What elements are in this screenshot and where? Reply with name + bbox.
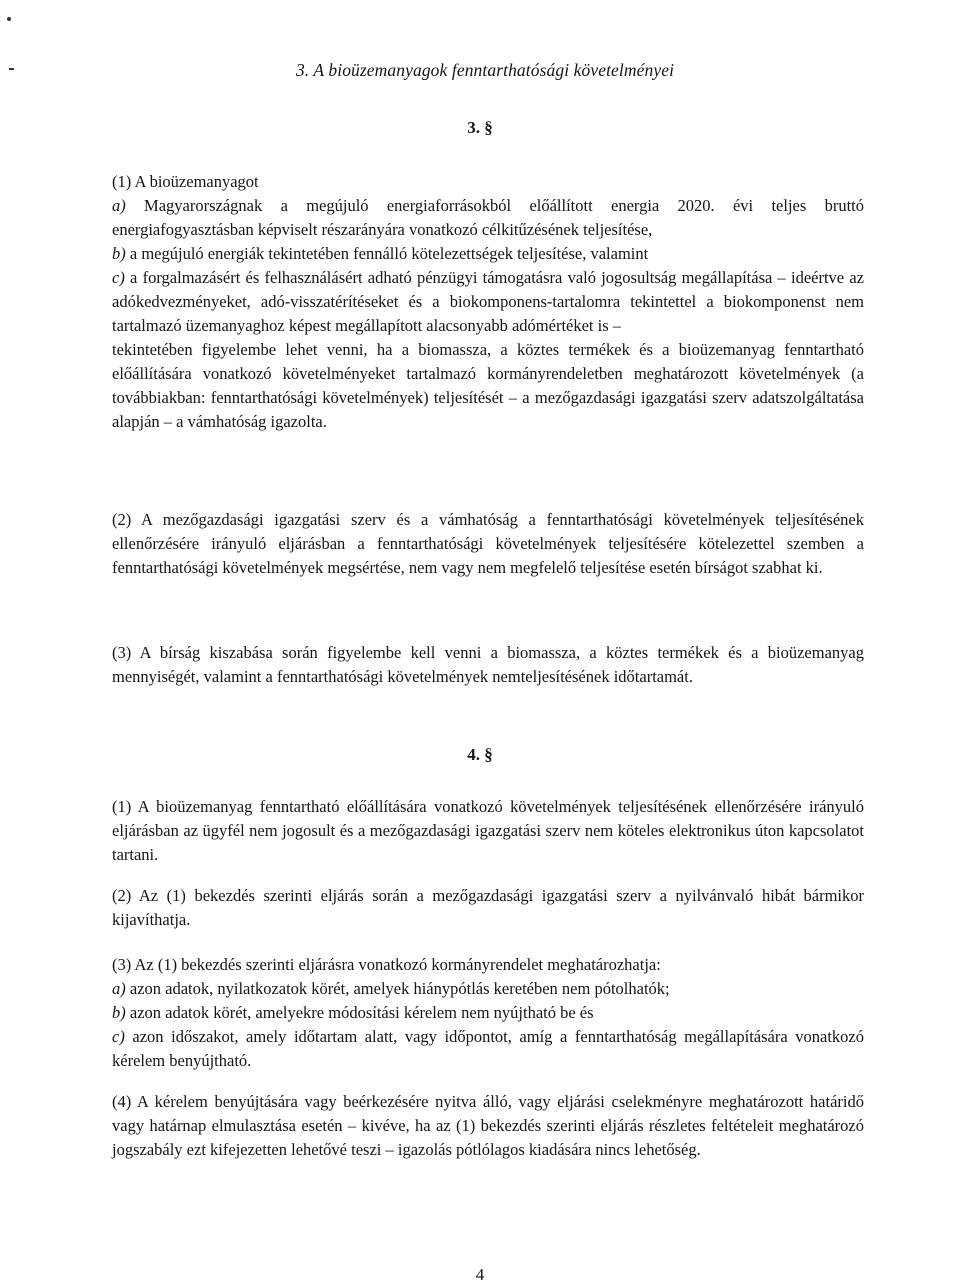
list-label: a): [112, 979, 126, 998]
section-heading-4: 4. §: [467, 745, 493, 764]
page-number: 4: [475, 1265, 485, 1284]
paragraph-text: (4) A kérelem benyújtására vagy beérkezésére nyitva álló, vagy eljárási cselekményre meghatározott határidő vagy határnap elmulasztása esetén – kivéve, ha az (1) bekezdés szerinti eljárás részletes feltételeit meghatározó jogszabály ezt kifejezetten lehetővé teszi – igazolás pótlólagos kiadására nincs lehetőség.: [112, 1092, 864, 1159]
section-4-paragraph-3: [112, 953, 864, 1073]
list-item-b: [112, 242, 864, 266]
list-item-text: Magyarországnak a megújuló energiaforrásokból előállított energia 2020. évi teljes bruttó energiafogyasztásban képviselt részarányára vonatkozó célkitűzésének teljesítése,: [112, 196, 864, 239]
section-4-paragraph-2: [112, 884, 864, 932]
list-item-text: a forgalmazásért és felhasználásért adható pénzügyi támogatásra való jogosultság megállapítása – ideértve az adókedvezményeket, adó-visszatérítéseket és a biokomponens-tartalomra tekintettel a biokomponenst nem tartalmazó üzemanyaghoz képest megállapított alacsonyabb adómértéket is –: [112, 268, 864, 335]
list-label: b): [112, 244, 126, 263]
list-item-text: azon időszakot, amely időtartam alatt, vagy időpontot, amíg a fenntarthatóság megállapítására vonatkozó kérelem benyújtható.: [112, 1027, 864, 1070]
paragraph-closing: tekintetében figyelembe lehet venni, ha a biomassza, a köztes termékek és a bioüzemanyag fenntartható előállítására vonatkozó követelményeket tartalmazó kormányrendeletben meghatározott követelmények (a továbbiakban: fenntarthatósági követelmények) teljesítését – a mezőgazdasági igazgatási szerv adatszolgáltatása alapján – a vámhatóság igazolta.: [112, 340, 864, 431]
paragraph-intro: (3) Az (1) bekezdés szerinti eljárásra vonatkozó kormányrendelet meghatározhatja:: [112, 955, 661, 974]
list-label: c): [112, 268, 125, 287]
list-item-text: azon adatok, nyilatkozatok körét, amelyek hiánypótlás keretében nem pótolhatók;: [125, 979, 670, 998]
scan-speck: [7, 17, 11, 21]
list-label: b): [112, 1003, 126, 1022]
list-item-b: [112, 1001, 864, 1025]
list-item-c: [112, 266, 864, 338]
chapter-title: 3. A bioüzemanyagok fenntarthatósági követelményei: [295, 60, 675, 80]
section-3-paragraph-1: [112, 170, 864, 434]
list-item-a: [112, 977, 864, 1001]
list-label: a): [112, 196, 126, 215]
section-3-paragraph-3: [112, 641, 864, 689]
paragraph-intro: (1) A bioüzemanyagot: [112, 172, 259, 191]
list-item-text: azon adatok körét, amelyekre módosítási kérelem nem nyújtható be és: [125, 1003, 594, 1022]
section-4-paragraph-1: [112, 795, 864, 867]
section-4-paragraph-4: [112, 1090, 864, 1162]
paragraph-text: (1) A bioüzemanyag fenntartható előállítására vonatkozó követelmények teljesítésének ellenőrzésére irányuló eljárásban az ügyfél nem jogosult és a mezőgazdasági igazgatási szerv nem köteles elektronikus úton kapcsolatot tartani.: [112, 797, 864, 864]
list-item-c: [112, 1025, 864, 1073]
list-label: c): [112, 1027, 125, 1046]
paragraph-text: (2) A mezőgazdasági igazgatási szerv és a vámhatóság a fenntarthatósági követelmények teljesítésének ellenőrzésére irányuló eljárásban a fenntarthatósági követelmények teljesítésére kötelezettel szemben a fenntarthatósági követelmények megsértése, nem vagy nem megfelelő teljesítése esetén bírságot szabhat ki.: [112, 510, 864, 577]
list-item-text: a megújuló energiák tekintetében fennálló kötelezettségek teljesítése, valamint: [125, 244, 649, 263]
section-3-paragraph-2: [112, 508, 864, 580]
paragraph-text: (2) Az (1) bekezdés szerinti eljárás során a mezőgazdasági igazgatási szerv a nyilvánvaló hibát bármikor kijavíthatja.: [112, 886, 864, 929]
paragraph-text: (3) A bírság kiszabása során figyelembe kell venni a biomassza, a köztes termékek és a bioüzemanyag mennyiségét, valamint a fenntarthatósági követelmények nemteljesítésének időtartamát.: [112, 643, 864, 686]
section-heading-3: 3. §: [467, 118, 493, 137]
list-item-a: [112, 194, 864, 242]
